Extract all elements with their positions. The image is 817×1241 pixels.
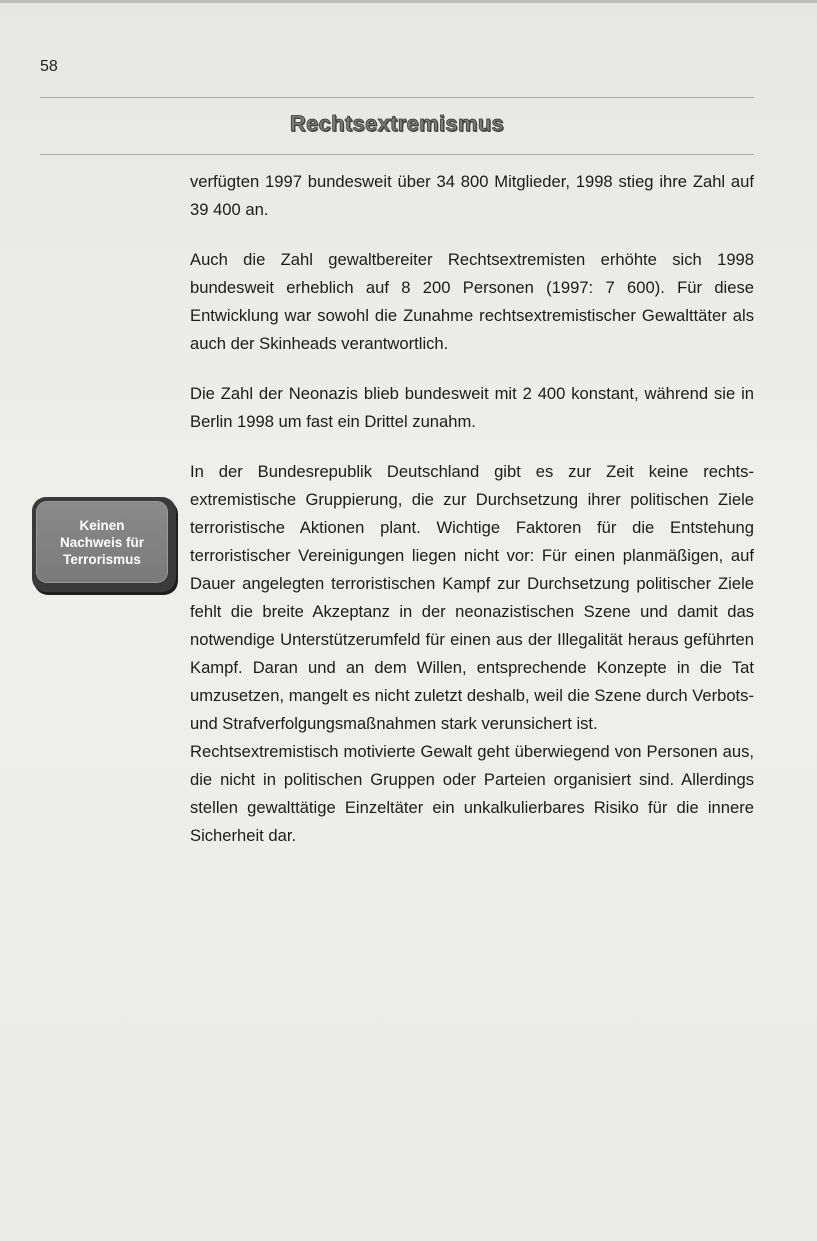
margin-note-box	[32, 497, 176, 592]
section-title: Rechtsextremismus	[289, 111, 505, 136]
paragraph-membership: verfügten 1997 bundesweit über 34 800 Mitglieder, 1998 stieg ihre Zahl auf 39 400 an.	[190, 172, 754, 219]
paragraph-neonazis: Die Zahl der Neonazis blieb bundesweit mit 2 400 konstant, während sie in Berlin 1998 um fast ein Drittel zunahm.	[190, 384, 754, 431]
margin-note-line-2: Nachweis für	[59, 534, 145, 550]
header-rule-bottom	[40, 154, 754, 155]
margin-note-inner	[36, 501, 168, 583]
page-top-edge	[0, 0, 817, 3]
margin-note-line-1: Keinen	[79, 517, 125, 533]
body-text	[190, 168, 754, 850]
paragraph-terrorism: In der Bundesrepublik Deutschland gibt es zur Zeit keine rechtsextremistische Gruppierung, die zur Durchsetzung ihrer politischen Ziele terroristische Aktionen plant. Wichtige Faktoren für die Entstehung terroristischer Vereinigungen liegen nicht vor: Für einen planmäßigen, auf Dauer angelegten terroristischen Kampf zur Durchsetzung politischer Ziele fehlt die breite Akzeptanz in der neonazistischen Szene und damit das notwendige Unterstützerumfeld für einen aus der Illegalität heraus geführten Kampf. Daran und an dem Willen, entsprechende Konzepte in die Tat umzusetzen, mangelt es nicht zuletzt deshalb, weil die Szene durch Verbots- und Strafverfolgungsmaßnahmen stark verunsichert ist.	[190, 462, 754, 733]
header-rule-top	[40, 97, 754, 98]
page-number: 58	[40, 58, 58, 75]
paragraph-violence: Rechtsextremistisch motivierte Gewalt geht überwiegend von Personen aus, die nicht in politischen Gruppen oder Parteien organisiert sind. Allerdings stellen gewalttätige Einzeltäter ein unkalkulierbares Risiko für die innere Sicherheit dar.	[190, 742, 754, 845]
margin-note-line-3: Terrorismus	[63, 551, 141, 567]
paragraph-violent-extremists: Auch die Zahl gewaltbereiter Rechtsextremisten erhöhte sich 1998 bundesweit erheblich auf 8 200 Personen (1997: 7 600). Für diese Entwicklung war sowohl die Zunahme rechtsextremistischer Gewalttäter als auch der Skinheads verantwortlich.	[190, 250, 754, 353]
